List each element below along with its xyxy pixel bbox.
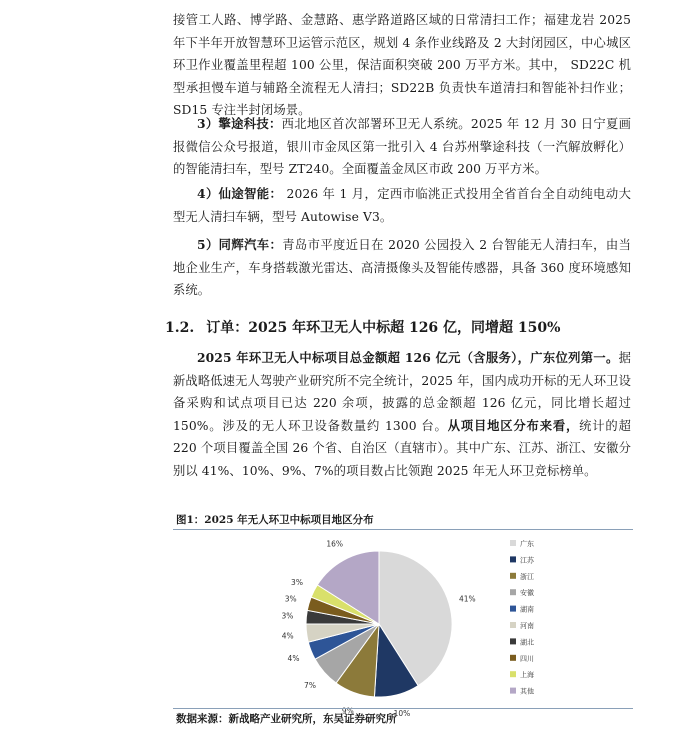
figure-source: 数据来源：新战略产业研究所，东吴证券研究所 bbox=[176, 713, 397, 725]
paragraph-lead: 2025 年环卫无人中标项目总金额超 126 亿元（含服务），广东位列第一。 bbox=[197, 350, 619, 365]
legend-swatch bbox=[510, 622, 516, 628]
section-title: 订单：2025 年环卫无人中标超 126 亿，同增超 150% bbox=[206, 320, 561, 336]
pie-slice-label: 4% bbox=[287, 653, 300, 663]
pie-slice-label: 3% bbox=[291, 578, 303, 588]
pie-slice-label: 4% bbox=[281, 631, 294, 641]
pie-legend bbox=[510, 539, 535, 696]
legend-swatch bbox=[510, 589, 516, 595]
pie-slice-label: 10% bbox=[393, 709, 411, 719]
legend-swatch bbox=[510, 556, 516, 562]
paragraph-tonghui bbox=[173, 234, 631, 302]
section-number: 1.2. bbox=[165, 320, 195, 336]
paragraph-text: 青岛市平度近日在 2020 公园投入 2 台智能无人清扫车，由当地企业生产，车身搭载激光雷达、高清摄像头及智能传感器，具备 360 度环境感知系统。 bbox=[173, 238, 631, 297]
pie-slice-label: 16% bbox=[326, 539, 344, 549]
legend-label: 湖北 bbox=[520, 638, 534, 647]
legend-swatch bbox=[510, 655, 516, 661]
legend-swatch bbox=[510, 638, 516, 644]
legend-label: 湖南 bbox=[520, 605, 534, 614]
paragraph-label: 3）擎途科技： bbox=[197, 116, 282, 131]
paragraph-label: 4）仙途智能： bbox=[197, 186, 283, 201]
legend-swatch bbox=[510, 573, 516, 579]
figure-bottom-rule bbox=[173, 708, 633, 709]
paragraph-text: 西北地区首次部署环卫无人系统。2025 年 12 月 30 日宁夏画报微信公众号报道，银川市金凤区第一批引入 4 台苏州擎途科技（一汽解放孵化）的智能清扫车，型号 ZT240。全面覆盖金凤区市政 200 万平方米。 bbox=[173, 117, 631, 176]
pie-slice-label: 3% bbox=[284, 594, 297, 604]
legend-swatch bbox=[510, 671, 516, 677]
pie-slice-label: 3% bbox=[281, 611, 294, 621]
pie-slice-label: 41% bbox=[458, 594, 476, 604]
paragraph-text: 接管工人路、博学路、金慧路、惠学路道路区域的日常清扫工作；福建龙岩 2025 年下半年开放智慧环卫运管示范区，规划 4 条作业线路及 2 大封闭园区，中心城区环卫作业覆盖里程超 100 公里，保洁面积突破 200 万平方米。其中， SD22C 机型承担慢车道与辅路全流程无人清扫；SD22B 负责快车道清扫和智能补扫作业；SD15 专注半封闭场景。 bbox=[173, 13, 631, 117]
paragraph-longyan bbox=[173, 9, 631, 122]
legend-swatch bbox=[510, 688, 516, 694]
pie-slice-label: 7% bbox=[304, 680, 316, 690]
section-heading bbox=[165, 317, 560, 337]
legend-label: 上海 bbox=[520, 671, 534, 680]
legend-label: 河南 bbox=[520, 622, 534, 630]
paragraph-text: 据新战略低速无人驾驶产业研究所不完全统计，2025 年，国内成功开标的无人环卫设备采购和试点项目已达 220 余项，披露的总金额超 126 亿元，同比增长超过 150%。涉及的无人环卫设备数量约 1300 台。 bbox=[173, 351, 631, 433]
figure-title: 图1：2025 年无人环卫中标项目地区分布 bbox=[176, 514, 374, 526]
legend-label: 浙江 bbox=[520, 572, 534, 581]
paragraph-text-2: 统计的超 220 个项目覆盖全国 26 个省、自治区（直辖市）。其中广东、江苏、浙江、安徽分别以 41%、10%、9%、7%的项目数占比领跑 2025 年无人环卫竞标榜单。 bbox=[173, 418, 631, 478]
legend-label: 安徽 bbox=[520, 589, 534, 598]
paragraph-summary bbox=[173, 347, 631, 482]
paragraph-emphasis: 从项目地区分布来看， bbox=[447, 417, 580, 433]
legend-swatch bbox=[510, 606, 516, 612]
paragraph-label: 5）同辉汽车： bbox=[197, 237, 283, 252]
pie-slice-label: 9% bbox=[341, 706, 354, 716]
legend-label: 广东 bbox=[520, 540, 534, 548]
pie-slices bbox=[306, 551, 452, 697]
paragraph-text: 2026 年 1 月，定西市临洮正式投用全省首台全自动纯电动大型无人清扫车辆，型号 Autowise V3。 bbox=[173, 187, 631, 224]
legend-swatch bbox=[510, 540, 516, 546]
legend-label: 其他 bbox=[520, 687, 534, 696]
legend-label: 江苏 bbox=[520, 556, 534, 565]
legend-label: 四川 bbox=[520, 654, 534, 663]
paragraph-xiantu bbox=[173, 183, 631, 228]
paragraph-qingtu bbox=[173, 113, 631, 181]
